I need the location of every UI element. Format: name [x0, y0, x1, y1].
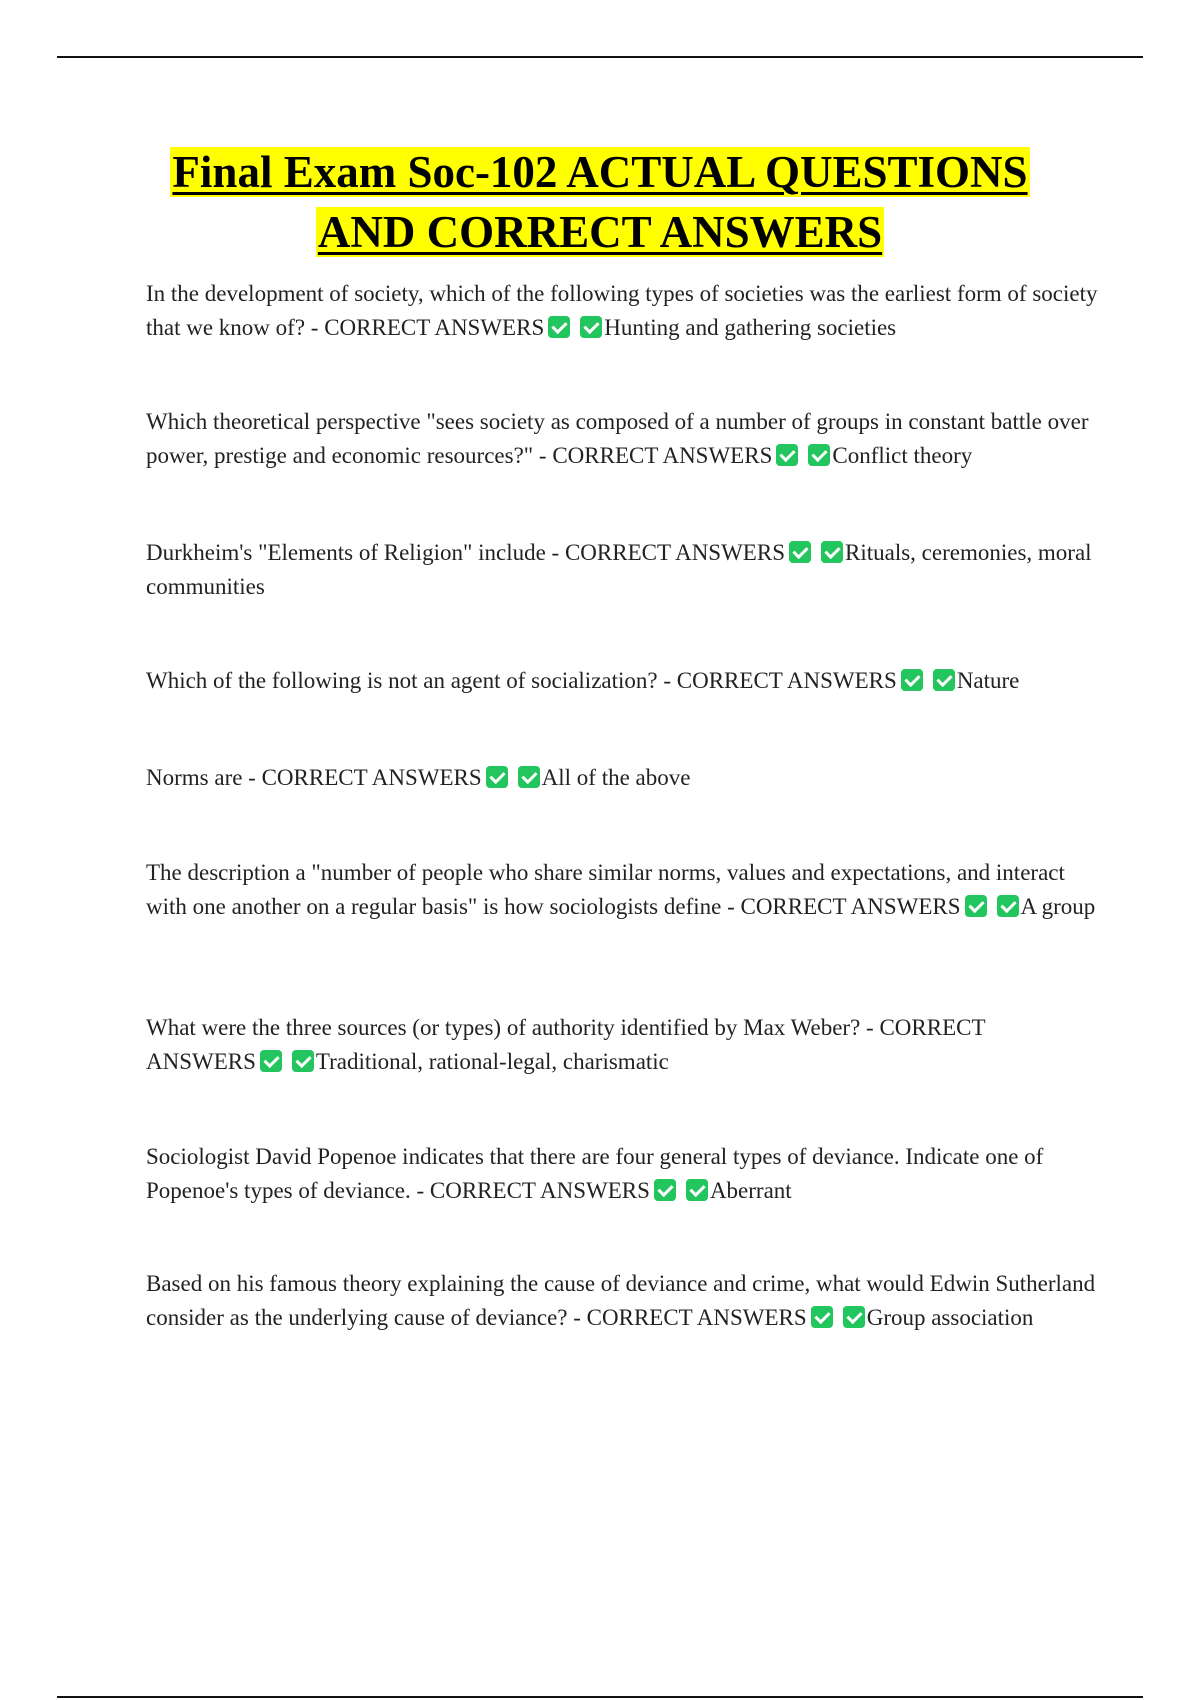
- question-text: What were the three sources (or types) of authority identified by Max Weber? - CORRECT ANSWERS: [146, 1015, 986, 1074]
- answer-text: Conflict theory: [832, 443, 973, 468]
- green-checkmark-icon: [843, 1306, 865, 1328]
- green-checkmark-icon: [821, 541, 843, 563]
- green-checkmark-icon: [965, 895, 987, 917]
- qa-item-4: [146, 664, 1098, 698]
- green-checkmark-icon: [776, 444, 798, 466]
- answer-text: Hunting and gathering societies: [604, 315, 897, 340]
- green-checkmark-icon: [933, 669, 955, 691]
- qa-item-8: [146, 1140, 1098, 1208]
- question-text: Which theoretical perspective "sees society as composed of a number of groups in constant battle over power, prestige and economic resources?" - CORRECT ANSWERS: [146, 409, 1089, 468]
- question-text: Which of the following is not an agent of socialization? - CORRECT ANSWERS: [146, 668, 897, 693]
- green-checkmark-icon: [686, 1179, 708, 1201]
- answer-text: Traditional, rational-legal, charismatic: [315, 1049, 669, 1074]
- qa-item-9: [146, 1267, 1098, 1335]
- green-checkmark-icon: [901, 669, 923, 691]
- answer-text: A group: [1020, 894, 1096, 919]
- question-text: Sociologist David Popenoe indicates that there are four general types of deviance. Indicate one of Popenoe's types of deviance. - CORRECT ANSWERS: [146, 1144, 1044, 1203]
- answer-text: Rituals, ceremonies, moral communities: [146, 540, 1092, 599]
- answer-text: All of the above: [541, 765, 691, 790]
- footer-rule: [57, 1696, 1143, 1698]
- header-rule: [57, 56, 1143, 58]
- answer-text: Nature: [956, 668, 1020, 693]
- green-checkmark-icon: [997, 895, 1019, 917]
- question-text: Based on his famous theory explaining the cause of deviance and crime, what would Edwin Sutherland consider as the underlying cause of deviance? - CORRECT ANSWERS: [146, 1271, 1096, 1330]
- green-checkmark-icon: [580, 316, 602, 338]
- green-checkmark-icon: [789, 541, 811, 563]
- question-text: In the development of society, which of the following types of societies was the earliest form of society that we know of? - CORRECT ANSWERS: [146, 281, 1098, 340]
- question-text: The description a "number of people who share similar norms, values and expectations, and interact with one another on a regular basis" is how sociologists define - CORRECT ANSWERS: [146, 860, 1065, 919]
- answer-text: Group association: [866, 1305, 1034, 1330]
- green-checkmark-icon: [654, 1179, 676, 1201]
- question-text: Norms are - CORRECT ANSWERS: [146, 765, 482, 790]
- page-title: [100, 142, 1100, 262]
- question-text: Durkheim's "Elements of Religion" include - CORRECT ANSWERS: [146, 540, 785, 565]
- green-checkmark-icon: [486, 766, 508, 788]
- qa-item-7: [146, 1011, 1098, 1079]
- answer-text: Aberrant: [709, 1178, 792, 1203]
- green-checkmark-icon: [811, 1306, 833, 1328]
- green-checkmark-icon: [548, 316, 570, 338]
- qa-item-5: [146, 761, 1098, 795]
- green-checkmark-icon: [292, 1050, 314, 1072]
- qa-item-1: [146, 277, 1098, 345]
- title-line-2: AND CORRECT ANSWERS: [317, 207, 883, 257]
- title-line-1: Final Exam Soc-102 ACTUAL QUESTIONS: [172, 147, 1028, 197]
- qa-item-6: [146, 856, 1098, 924]
- qa-item-2: [146, 405, 1098, 473]
- qa-item-3: [146, 536, 1098, 604]
- green-checkmark-icon: [808, 444, 830, 466]
- green-checkmark-icon: [260, 1050, 282, 1072]
- green-checkmark-icon: [518, 766, 540, 788]
